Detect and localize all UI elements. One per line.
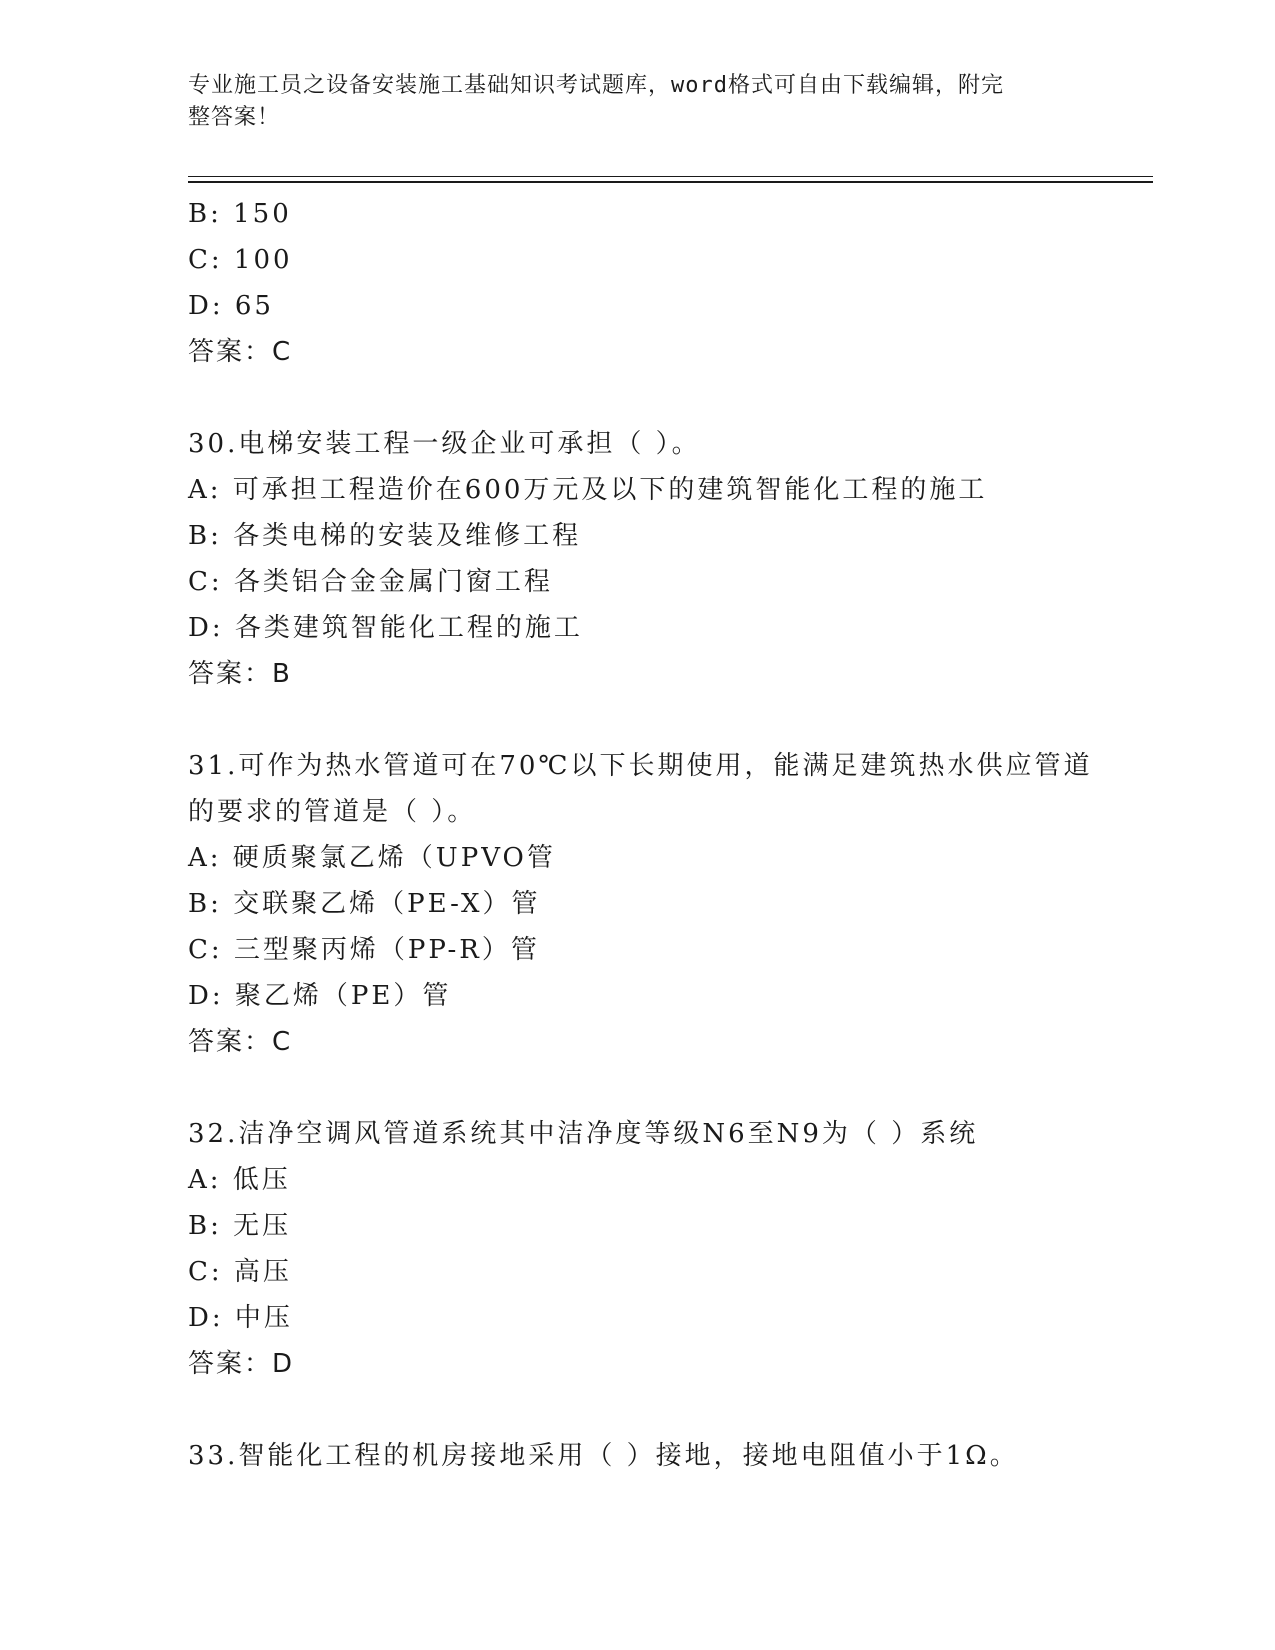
option-a: A: 低压 bbox=[188, 1165, 291, 1195]
question-31 bbox=[188, 743, 1153, 1065]
option-c: C: 100 bbox=[188, 245, 293, 275]
question-stem: 30.电梯安装工程一级企业可承担（ ）。 bbox=[188, 429, 701, 459]
document-header bbox=[188, 70, 1153, 134]
option-d: D: 65 bbox=[188, 291, 274, 321]
question-stem-line-1: 31.可作为热水管道可在70℃以下长期使用，能满足建筑热水供应管道 bbox=[188, 751, 1093, 781]
option-b: B: 无压 bbox=[188, 1211, 292, 1241]
header-line-1: 专业施工员之设备安装施工基础知识考试题库，word格式可自由下载编辑，附完 bbox=[188, 73, 1004, 98]
answer: 答案：C bbox=[188, 1027, 293, 1057]
option-d: D: 中压 bbox=[188, 1303, 293, 1333]
option-b: B: 150 bbox=[188, 199, 292, 229]
option-d: D: 聚乙烯（PE）管 bbox=[188, 981, 452, 1011]
option-c: C: 高压 bbox=[188, 1257, 292, 1287]
spacer bbox=[188, 1065, 1153, 1111]
spacer bbox=[188, 375, 1153, 421]
option-b: B: 各类电梯的安装及维修工程 bbox=[188, 521, 582, 551]
question-29-tail bbox=[188, 191, 1153, 375]
question-stem: 32.洁净空调风管道系统其中洁净度等级N6至N9为（ ）系统 bbox=[188, 1119, 979, 1149]
question-stem: 33.智能化工程的机房接地采用（ ）接地，接地电阻值小于1Ω。 bbox=[188, 1441, 1019, 1471]
option-c: C: 各类铝合金金属门窗工程 bbox=[188, 567, 553, 597]
spacer bbox=[188, 697, 1153, 743]
answer: 答案：B bbox=[188, 659, 292, 689]
option-a: A: 可承担工程造价在600万元及以下的建筑智能化工程的施工 bbox=[188, 475, 988, 505]
option-b: B: 交联聚乙烯（PE-X）管 bbox=[188, 889, 541, 919]
option-a: A: 硬质聚氯乙烯（UPVO管 bbox=[188, 843, 556, 873]
header-divider bbox=[188, 176, 1153, 183]
option-c: C: 三型聚丙烯（PP-R）管 bbox=[188, 935, 540, 965]
answer: 答案：C bbox=[188, 337, 293, 367]
document-page bbox=[188, 70, 1153, 1479]
question-32 bbox=[188, 1111, 1153, 1387]
spacer bbox=[188, 1387, 1153, 1433]
question-33 bbox=[188, 1433, 1153, 1479]
header-line-2: 整答案！ bbox=[188, 105, 281, 130]
option-d: D: 各类建筑智能化工程的施工 bbox=[188, 613, 583, 643]
answer: 答案：D bbox=[188, 1349, 295, 1379]
question-30 bbox=[188, 421, 1153, 697]
question-stem-line-2: 的要求的管道是（ ）。 bbox=[188, 797, 477, 827]
